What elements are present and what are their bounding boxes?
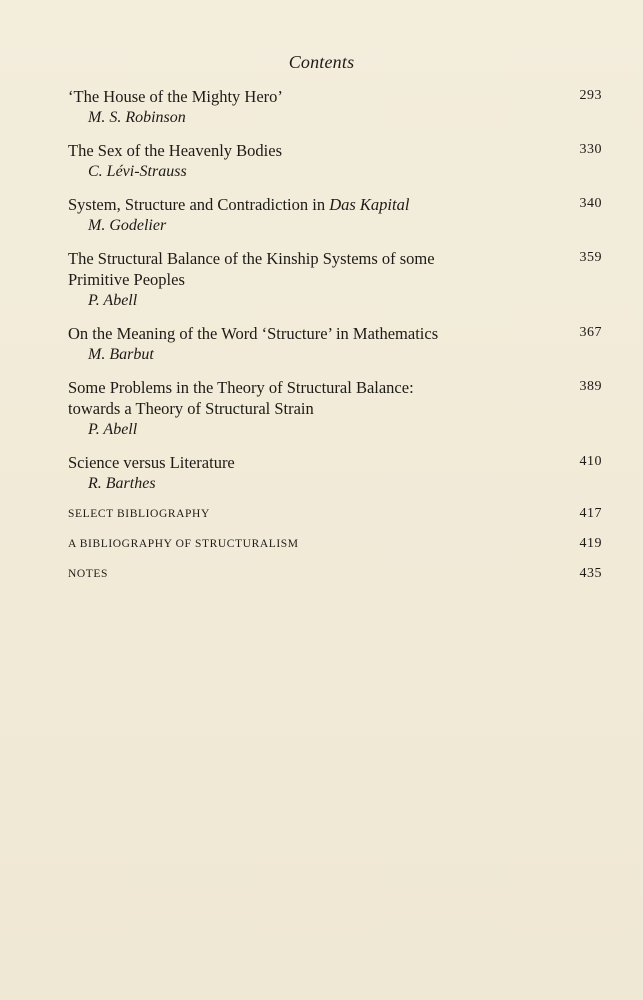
entry-author: M. Barbut bbox=[88, 346, 154, 363]
toc-entry bbox=[68, 323, 604, 365]
back-matter-entry bbox=[68, 566, 604, 582]
entry-page-number: 410 bbox=[579, 454, 602, 469]
entry-page-number: 293 bbox=[579, 88, 602, 103]
toc-entry bbox=[68, 194, 604, 236]
entry-title-text: System, Structure and Contradiction in bbox=[68, 195, 330, 214]
entry-page-number: 419 bbox=[579, 536, 602, 551]
entry-title: The Sex of the Heavenly Bodies bbox=[68, 141, 282, 160]
back-matter-entry bbox=[68, 536, 604, 552]
entry-author: P. Abell bbox=[88, 292, 138, 309]
entry-page-number: 389 bbox=[579, 379, 602, 394]
toc-entry bbox=[68, 86, 604, 128]
entry-title: On the Meaning of the Word ‘Structure’ in Mathematics bbox=[68, 324, 439, 343]
entry-title: SELECT BIBLIOGRAPHY bbox=[68, 508, 210, 520]
entry-author: M. Godelier bbox=[88, 217, 167, 234]
page-heading: Contents bbox=[288, 52, 355, 72]
toc-entry bbox=[68, 452, 604, 494]
entry-title-line-1: The Structural Balance of the Kinship Systems of some bbox=[68, 249, 435, 268]
entry-title: ‘The House of the Mighty Hero’ bbox=[68, 87, 283, 106]
entry-title-line-2: Primitive Peoples bbox=[68, 270, 185, 289]
entry-title: A BIBLIOGRAPHY OF STRUCTURALISM bbox=[68, 538, 299, 550]
entry-author: P. Abell bbox=[88, 421, 138, 438]
entry-author: C. Lévi-Strauss bbox=[88, 163, 187, 180]
entry-title-line-2: towards a Theory of Structural Strain bbox=[68, 399, 314, 418]
entry-page-number: 330 bbox=[579, 142, 602, 157]
back-matter-list bbox=[68, 506, 604, 582]
contents-list bbox=[68, 86, 604, 596]
entry-page-number: 417 bbox=[579, 506, 602, 521]
back-matter-entry bbox=[68, 506, 604, 522]
toc-entry bbox=[68, 377, 604, 440]
entry-page-number: 359 bbox=[579, 250, 602, 265]
entry-page-number: 340 bbox=[579, 196, 602, 211]
entry-title-line-1: Some Problems in the Theory of Structural Balance: bbox=[68, 378, 414, 397]
toc-entry bbox=[68, 140, 604, 182]
toc-entry bbox=[68, 248, 604, 311]
entry-author: M. S. Robinson bbox=[88, 109, 186, 126]
entry-page-number: 435 bbox=[579, 566, 602, 581]
entry-title-emphasis: Das Kapital bbox=[329, 195, 410, 214]
entry-title bbox=[68, 194, 544, 215]
entry-page-number: 367 bbox=[579, 325, 602, 340]
entry-author: R. Barthes bbox=[88, 475, 156, 492]
entry-title: NOTES bbox=[68, 568, 109, 580]
entry-title: Science versus Literature bbox=[68, 453, 235, 472]
